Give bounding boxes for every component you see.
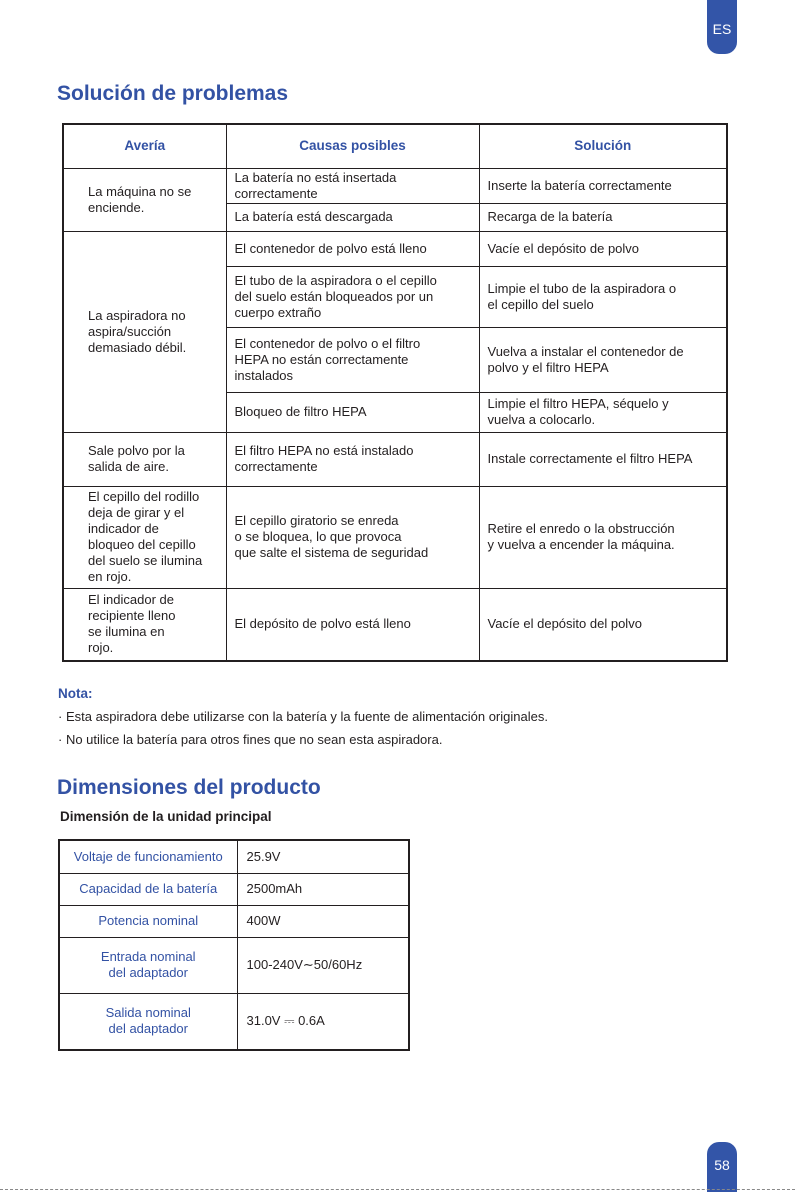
value-cell: 100-240V∼50/60Hz <box>237 937 409 993</box>
note-label: Nota: <box>58 686 93 701</box>
header-fault: Avería <box>63 124 226 168</box>
cause-cell: El filtro HEPA no está instalado correctamente <box>226 432 479 486</box>
cause-cell: El cepillo giratorio se enreda o se bloquea, lo que provoca que salte el sistema de seguridad <box>226 486 479 588</box>
param-cell: Salida nominal del adaptador <box>59 993 237 1050</box>
cause-cell: Bloqueo de filtro HEPA <box>226 392 479 432</box>
solution-cell: Vuelva a instalar el contenedor de polvo y el filtro HEPA <box>479 327 727 392</box>
cause-cell: El depósito de polvo está lleno <box>226 588 479 661</box>
language-tab: ES <box>707 0 737 54</box>
param-cell: Capacidad de la batería <box>59 873 237 905</box>
value-cell: 400W <box>237 905 409 937</box>
header-causes: Causas posibles <box>226 124 479 168</box>
table-row <box>63 168 727 203</box>
table-row <box>59 993 409 1050</box>
table-row <box>59 840 409 873</box>
troubleshooting-table <box>62 123 728 662</box>
solution-cell: Retire el enredo o la obstrucción y vuelva a encender la máquina. <box>479 486 727 588</box>
param-cell: Potencia nominal <box>59 905 237 937</box>
cause-cell: La batería no está insertada correctamente <box>226 168 479 203</box>
dimensions-subtitle: Dimensión de la unidad principal <box>60 809 272 824</box>
table-row <box>63 432 727 486</box>
page-edge-divider <box>0 1188 795 1190</box>
solution-cell: Recarga de la batería <box>479 203 727 231</box>
table-row <box>59 937 409 993</box>
fault-cell: Sale polvo por la salida de aire. <box>63 432 226 486</box>
note-section <box>58 682 548 751</box>
fault-cell: La aspiradora no aspira/succión demasiado débil. <box>63 231 226 432</box>
note-line: · No utilice la batería para otros fines que no sean esta aspiradora. <box>58 732 443 747</box>
table-header-row <box>63 124 727 168</box>
solution-cell: Inserte la batería correctamente <box>479 168 727 203</box>
dimensions-title: Dimensiones del producto <box>57 776 321 799</box>
fault-cell: El cepillo del rodillo deja de girar y el indicador de bloqueo del cepillo del suelo se ilumina en rojo. <box>63 486 226 588</box>
solution-cell: Vacíe el depósito de polvo <box>479 231 727 266</box>
cause-cell: El contenedor de polvo está lleno <box>226 231 479 266</box>
table-row <box>63 588 727 661</box>
dimensions-table <box>58 839 410 1051</box>
value-cell: 31.0V ⎓ 0.6A <box>237 993 409 1050</box>
table-row <box>63 486 727 588</box>
solution-cell: Instale correctamente el filtro HEPA <box>479 432 727 486</box>
cause-cell: El contenedor de polvo o el filtro HEPA no están correctamente instalados <box>226 327 479 392</box>
table-row <box>59 873 409 905</box>
value-cell: 2500mAh <box>237 873 409 905</box>
fault-cell: El indicador de recipiente lleno se ilumina en rojo. <box>63 588 226 661</box>
solution-cell: Limpie el filtro HEPA, séquelo y vuelva a colocarlo. <box>479 392 727 432</box>
page-number-tab: 58 <box>707 1142 737 1192</box>
note-line: · Esta aspiradora debe utilizarse con la batería y la fuente de alimentación originales. <box>58 709 548 724</box>
param-cell: Entrada nominal del adaptador <box>59 937 237 993</box>
table-row <box>59 905 409 937</box>
param-cell: Voltaje de funcionamiento <box>59 840 237 873</box>
troubleshooting-title: Solución de problemas <box>57 82 289 105</box>
solution-cell: Limpie el tubo de la aspiradora o el cepillo del suelo <box>479 266 727 327</box>
table-row <box>63 231 727 266</box>
fault-cell: La máquina no se enciende. <box>63 168 226 231</box>
value-cell: 25.9V <box>237 840 409 873</box>
cause-cell: El tubo de la aspiradora o el cepillo del suelo están bloqueados por un cuerpo extraño <box>226 266 479 327</box>
solution-cell: Vacíe el depósito del polvo <box>479 588 727 661</box>
cause-cell: La batería está descargada <box>226 203 479 231</box>
header-solution: Solución <box>479 124 727 168</box>
